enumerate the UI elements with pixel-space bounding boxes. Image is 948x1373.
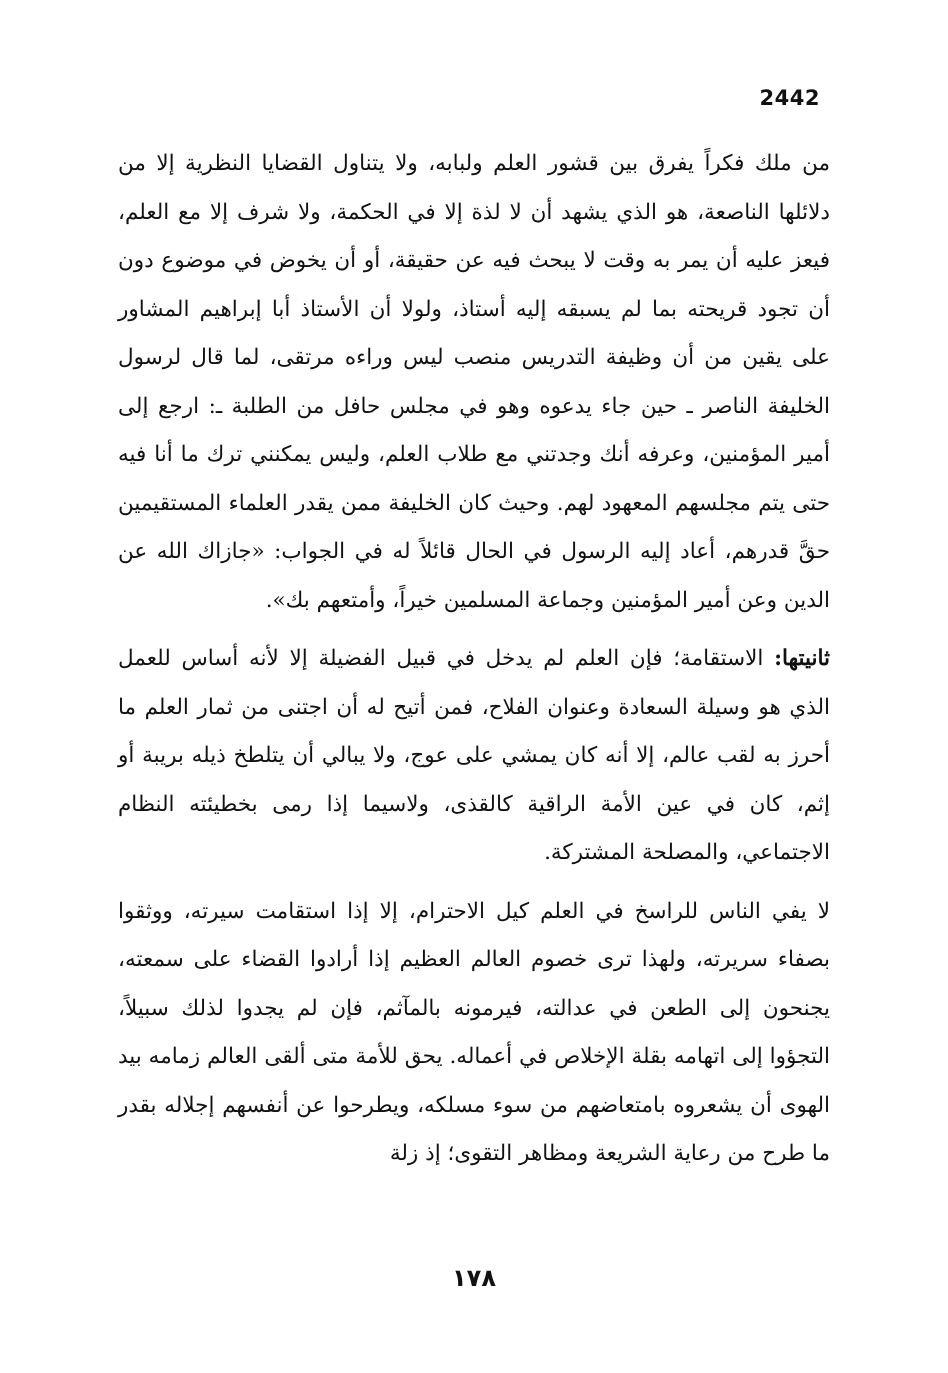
paragraph-3 <box>118 888 830 1179</box>
paragraph-1 <box>118 140 830 625</box>
page-number: ١٧٨ <box>452 1264 496 1292</box>
paragraph-1-text: من ملك فكراً يفرق بين قشور العلم ولبابه، ولا يتناول القضايا النظرية إلا من دلائلها الناصعة، هو الذي يشهد أن لا لذة إلا في الحكمة، ولا شرف إلا مع العلم، فيعز عليه أن يمر به وقت لا يبحث فيه عن حقيقة، أو أن يخوض في موضوع دون أن تجود قريحته بما لم يسبقه إليه أستاذ، ولولا أن الأستاذ أبا إبراهيم المشاور على يقين من أن وظيفة التدريس منصب ليس وراءه مرتقى، لما قال لرسول الخليفة الناصر ـ حين جاء يدعوه وهو في مجلس حافل من الطلبة ـ: ارجع إلى أمير المؤمنين، وعرفه أنك وجدتني مع طلاب العلم، وليس يمكنني ترك ما أنا فيه حتى يتم مجلسهم المعهود لهم. وحيث كان الخليفة ممن يقدر العلماء المستقيمين حقَّ قدرهم، أعاد إليه الرسول في الحال قائلاً له في الجواب: «جازاك الله عن الدين وعن أمير المؤمنين وجماعة المسلمين خيراً، وأمتعهم بك». <box>118 151 830 613</box>
paragraph-2-lead: ثانيتها: <box>774 646 830 671</box>
paragraph-3-text: لا يفي الناس للراسخ في العلم كيل الاحترام، إلا إذا استقامت سيرته، ووثقوا بصفاء سريرته، ولهذا ترى خصوم العالم العظيم إذا أرادوا القضاء على سمعته، يجنحون إلى الطعن في عدالته، فيرمونه بالمآثم، فإن لم يجدوا لذلك سبيلاً، التجؤوا إلى اتهامه بقلة الإخلاص في أعماله. يحق للأمة متى ألقى العالم زمامه بيد الهوى أن يشعروه بامتعاضهم من سوء مسلكه، ويطرحوا عن أنفسهم إجلاله بقدر ما طرح من رعاية الشريعة ومظاهر التقوى؛ إذ زلة <box>118 898 830 1166</box>
body-text <box>118 140 830 1179</box>
paragraph-2-text: الاستقامة؛ فإن العلم لم يدخل في قبيل الفضيلة إلا لأنه أساس للعمل الذي هو وسيلة السعادة وعنوان الفلاح، فمن أتيح له أن اجتنى من ثمار العلم ما أحرز به لقب عالم، إلا أنه كان يمشي على عوج، ولا يبالي أن يتلطخ ذيله بريبة أو إثم، كان في عين الأمة الراقية كالقذى، ولاسيما إذا رمى بخطيئته النظام الاجتماعي، والمصلحة المشتركة. <box>118 646 830 865</box>
paragraph-2 <box>118 635 830 878</box>
page-id-header: 2442 <box>759 86 820 110</box>
